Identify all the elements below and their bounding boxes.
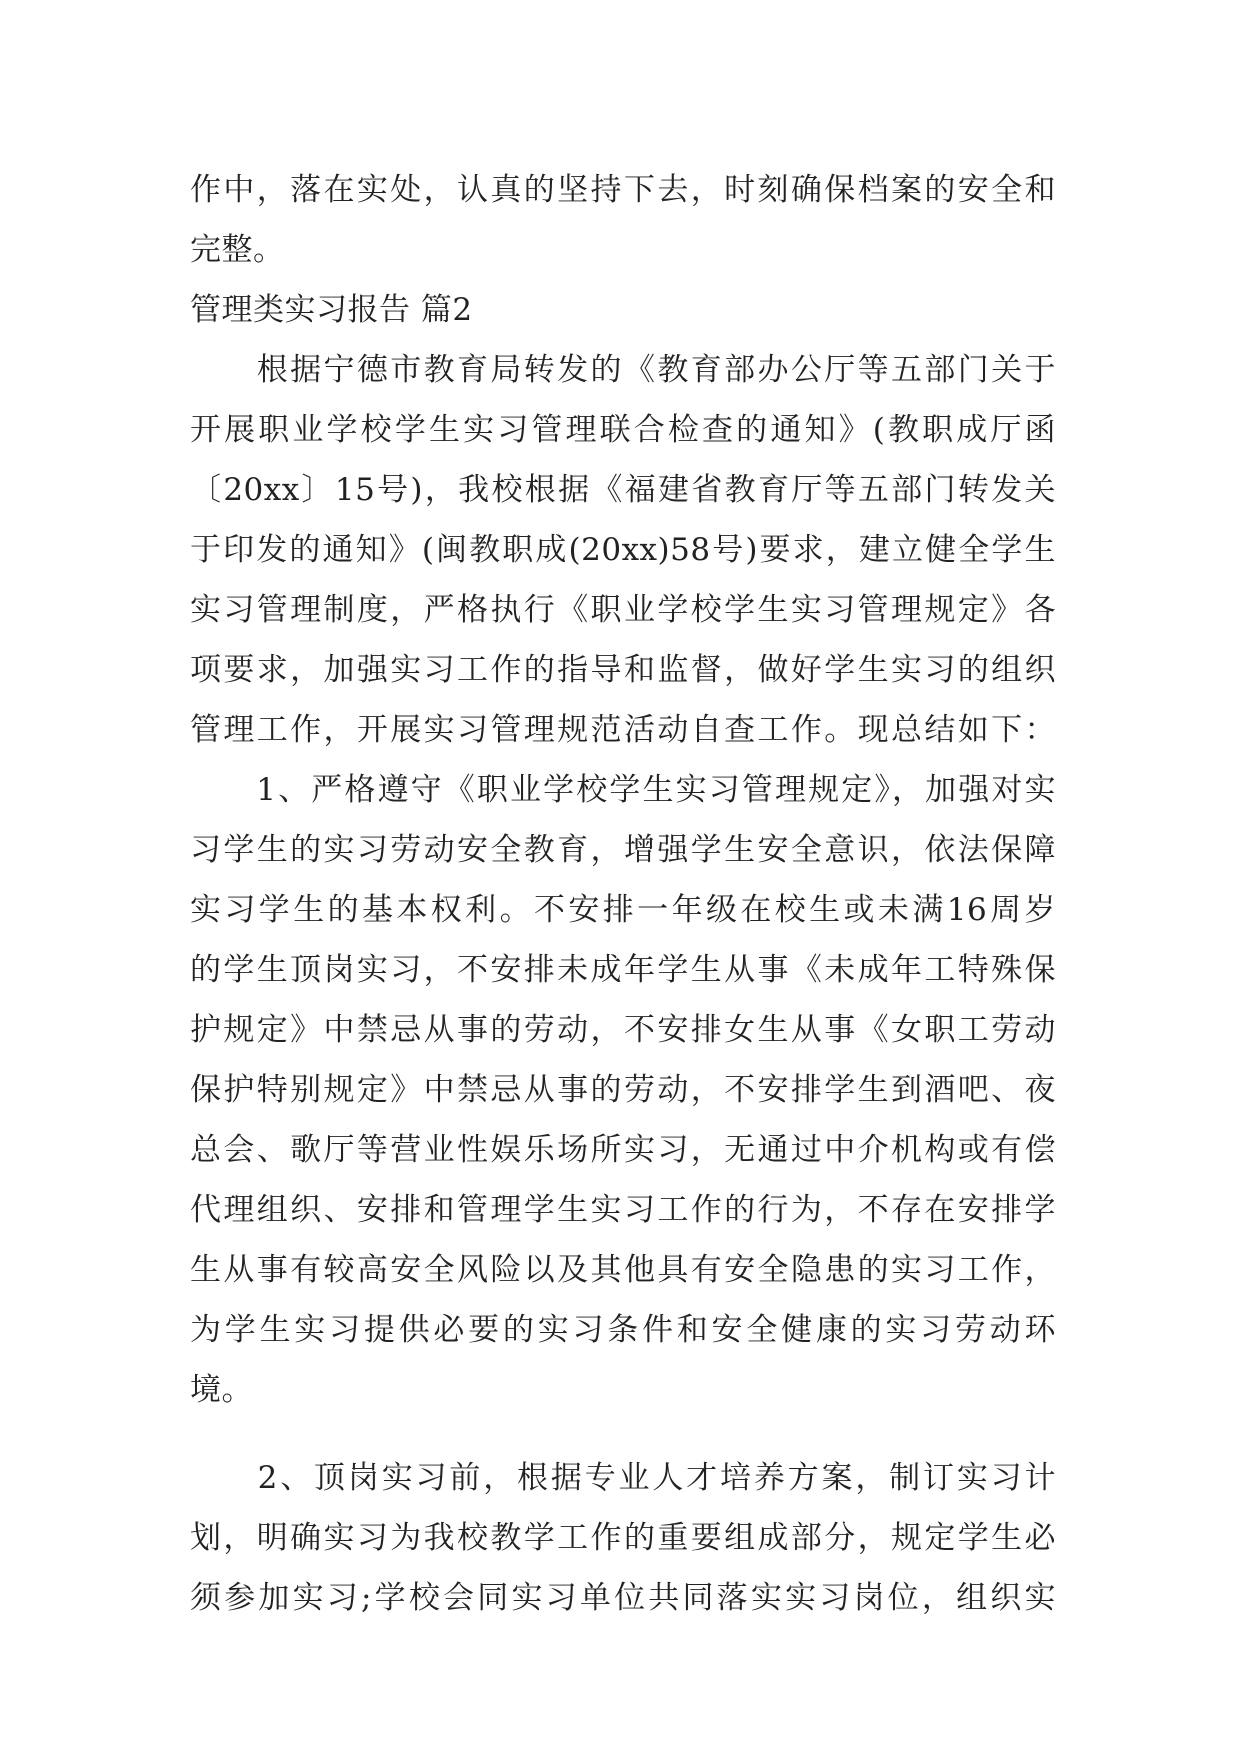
text-line: 须参加实习;学校会同实习单位共同落实实习岗位，组织实: [190, 1580, 1056, 1616]
text-line: 根据宁德市教育局转发的《教育部办公厅等五部门关于: [190, 352, 1056, 388]
text-line: 2、顶岗实习前，根据专业人才培养方案，制订实习计: [190, 1460, 1056, 1496]
text-line: 代理组织、安排和管理学生实习工作的行为，不存在安排学: [190, 1192, 1056, 1228]
text-line: 开展职业学校学生实习管理联合检查的通知》(教职成厅函: [190, 412, 1056, 448]
text-line: 生从事有较高安全风险以及其他具有安全隐患的实习工作，: [190, 1252, 1056, 1288]
text-line: 境。: [190, 1372, 253, 1408]
text-line: 实习管理制度，严格执行《职业学校学生实习管理规定》各: [190, 592, 1056, 628]
text-line: 作中，落在实处，认真的坚持下去，时刻确保档案的安全和: [190, 172, 1056, 208]
text-line: 护规定》中禁忌从事的劳动，不安排女生从事《女职工劳动: [190, 1012, 1056, 1048]
text-line: 完整。: [190, 232, 285, 268]
text-line: 总会、歌厅等营业性娱乐场所实习，无通过中介机构或有偿: [190, 1132, 1056, 1168]
text-line: 的学生顶岗实习，不安排未成年学生从事《未成年工特殊保: [190, 952, 1056, 988]
section-heading: 管理类实习报告 篇2: [190, 292, 473, 328]
text-line: 于印发的通知》(闽教职成(20xx)58号)要求，建立健全学生: [190, 532, 1056, 568]
text-line: 为学生实习提供必要的实习条件和安全健康的实习劳动环: [190, 1312, 1056, 1348]
document-body: [190, 160, 1056, 1628]
text-line: 划，明确实习为我校教学工作的重要组成部分，规定学生必: [190, 1520, 1056, 1556]
text-line: 习学生的实习劳动安全教育，增强学生安全意识，依法保障: [190, 832, 1056, 868]
text-line: 项要求，加强实习工作的指导和监督，做好学生实习的组织: [190, 652, 1056, 688]
paragraph-gap: [190, 1420, 1056, 1448]
text-line: 〔20xx〕15号)，我校根据《福建省教育厅等五部门转发关: [190, 472, 1056, 508]
text-line: 1、严格遵守《职业学校学生实习管理规定》，加强对实: [190, 772, 1056, 808]
text-line: 保护特别规定》中禁忌从事的劳动，不安排学生到酒吧、夜: [190, 1072, 1056, 1108]
text-line: 实习学生的基本权利。不安排一年级在校生或未满16周岁: [190, 892, 1056, 928]
text-line: 管理工作，开展实习管理规范活动自查工作。现总结如下：: [190, 712, 1056, 748]
